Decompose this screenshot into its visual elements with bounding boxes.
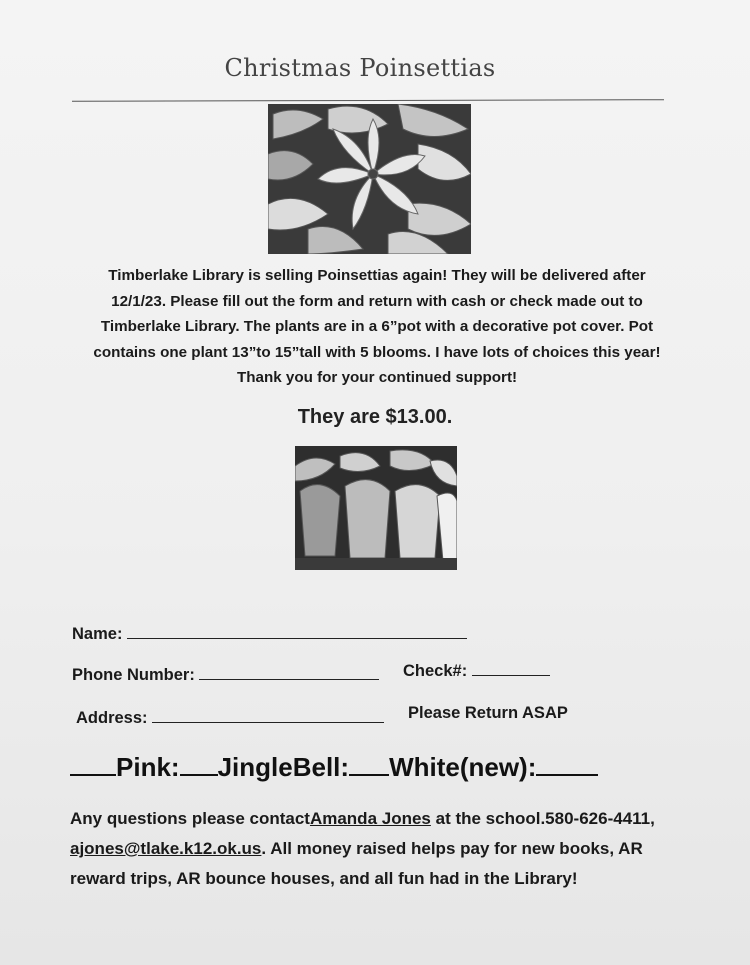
check-field[interactable] [403,661,550,681]
jinglebell-blank[interactable] [180,752,218,776]
white-label: White(new): [389,752,537,782]
contact-person-link[interactable]: Amanda Jones [309,809,431,828]
name-blank[interactable] [127,624,467,639]
contact-paragraph [70,804,720,894]
poinsettia-closeup-photo [268,104,471,254]
pink-blank[interactable] [70,752,116,776]
flyer-title: Christmas Poinsettias [224,54,496,82]
contact-phone: at the school.580-626-4411, [430,809,655,828]
check-label: Check#: [403,662,468,680]
intro-paragraph [62,263,692,391]
potted-poinsettias-photo [295,446,457,570]
title-divider [72,99,664,102]
white-blank[interactable] [349,752,389,776]
price-text: They are $13.00. [297,406,453,428]
phone-label: Phone Number: [72,666,195,684]
address-label: Address: [76,709,148,727]
contact-line [70,834,720,864]
intro-line: Timberlake Library. The plants are in a 6”pot with a decorative pot cover. Pot [100,318,654,335]
phone-blank[interactable] [199,665,379,680]
phone-field[interactable] [72,665,379,685]
pink-label: Pink: [116,752,180,782]
check-blank[interactable] [472,661,550,676]
address-blank[interactable] [152,708,384,723]
contact-email-link[interactable]: ajones@tlake.k12.ok.us [70,839,262,858]
white-quantity-blank[interactable] [536,752,598,776]
intro-line: Thank you for your continued support! [236,369,518,386]
contact-prefix: Any questions please contact [70,809,310,828]
intro-line: 12/1/23. Please fill out the form and return with cash or check made out to [111,292,643,310]
name-label: Name: [72,625,123,643]
intro-line: contains one plant 13”to 15”tall with 5 blooms. I have lots of choices this year! [93,343,661,361]
intro-line: Timberlake Library is selling Poinsettias again! They will be delivered after [108,267,646,284]
jinglebell-label: JingleBell: [217,752,350,782]
contact-text: . All money raised helps pay for new books, AR [261,839,643,858]
return-note: Please Return ASAP [408,704,568,722]
contact-line [70,804,720,834]
name-field[interactable] [72,624,467,644]
color-choices [70,752,598,783]
address-field[interactable] [76,708,384,728]
contact-line: reward trips, AR bounce houses, and all fun had in the Library! [70,869,578,888]
